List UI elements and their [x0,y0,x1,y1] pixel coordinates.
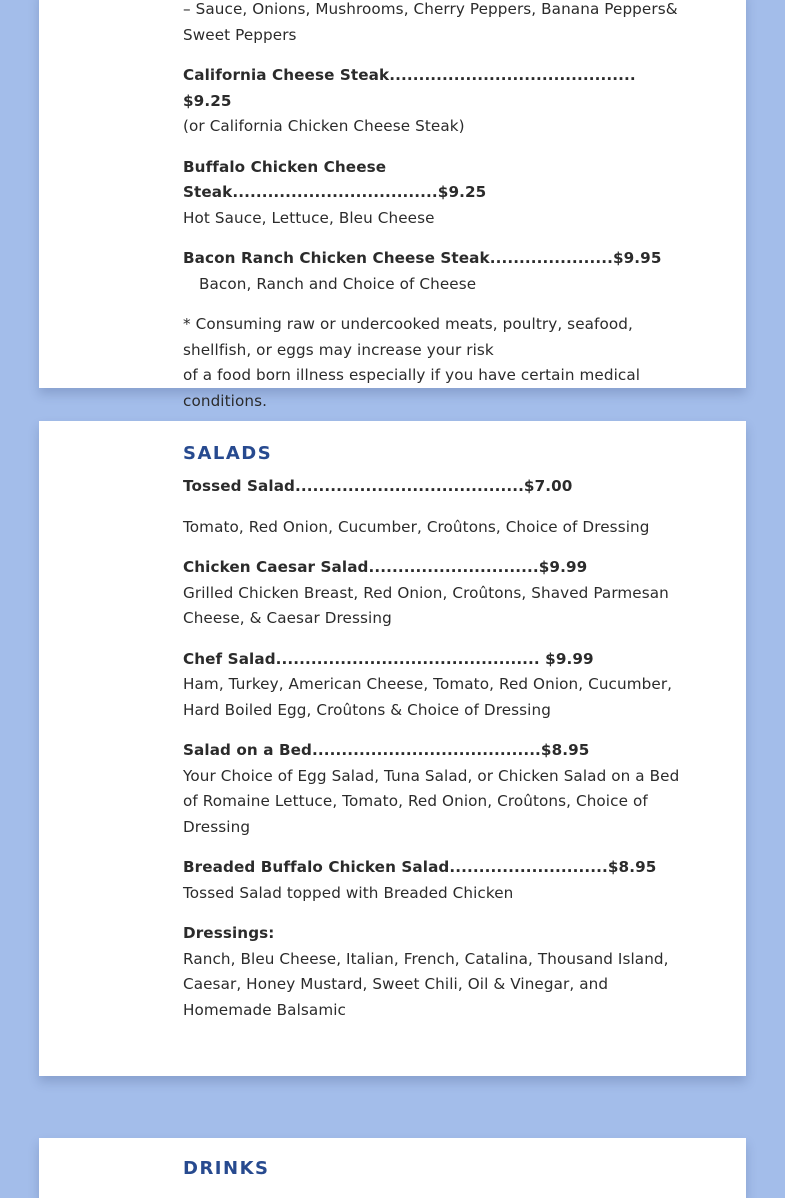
menu-item [183,855,683,906]
drinks-card [39,1138,746,1198]
cheese-steaks-content [183,0,683,429]
menu-item-title: Chef Salad............................................. $9.99 [183,649,594,668]
menu-item-title: California Cheese Steak.......................................... $9.25 [183,66,636,110]
menu-item-title: Tossed Salad.......................................$7.00 [183,477,573,495]
salads-content [183,441,683,1038]
menu-item [183,63,683,140]
menu-item-title: Buffalo Chicken Cheese Steak...................................$9.25 [183,157,487,201]
salads-heading: SALADS [183,443,273,464]
menu-item-description: Tossed Salad topped with Breaded Chicken [183,883,514,902]
menu-item-description: – Sauce, Onions, Mushrooms, Cherry Peppers, Banana Peppers& Sweet Peppers [183,0,678,44]
menu-item [183,0,683,48]
menu-item-description: Hot Sauce, Lettuce, Bleu Cheese [183,208,435,227]
menu-item-title: Salad on a Bed.......................................$8.95 [183,741,590,759]
menu-item-description: Bacon, Ranch and Choice of Cheese [199,274,477,293]
menu-item-description: Your Choice of Egg Salad, Tuna Salad, or Chicken Salad on a Bed of Romaine Lettuce, Tomato, Red Onion, Croûtons, Choice of Dressing [183,766,680,836]
drinks-content [183,1156,683,1189]
menu-item-description-text: Tomato, Red Onion, Cucumber, Croûtons, Choice of Dressing [183,517,650,536]
menu-item-title: Bacon Ranch Chicken Cheese Steak.....................$9.95 [183,249,662,267]
food-safety-disclaimer [183,312,683,414]
dressings-list: Ranch, Bleu Cheese, Italian, French, Catalina, Thousand Island, Caesar, Honey Mustard, Sweet Chili, Oil & Vinegar, and Homemade Balsamic [183,949,669,1019]
cheese-steaks-card [39,0,746,410]
menu-item [183,555,683,632]
menu-item-description [183,515,683,541]
disclaimer-line: * Consuming raw or undercooked meats, poultry, seafood, shellfish, or eggs may increase your risk [183,315,633,359]
salads-card [39,421,746,1076]
menu-item [183,647,683,724]
menu-item-description: (or California Chicken Cheese Steak) [183,117,465,135]
menu-item [183,246,683,297]
menu-item-title: Breaded Buffalo Chicken Salad...........................$8.95 [183,858,657,876]
menu-item [183,155,683,232]
menu-item-title: Chicken Caesar Salad.............................$9.99 [183,558,588,576]
dressings-label: Dressings: [183,924,275,942]
menu-item-description: Grilled Chicken Breast, Red Onion, Croûtons, Shaved Parmesan Cheese, & Caesar Dressing [183,583,669,627]
menu-item-description: Ham, Turkey, American Cheese, Tomato, Red Onion, Cucumber, Hard Boiled Egg, Croûtons & Choice of Dressing [183,675,673,719]
disclaimer-line: of a food born illness especially if you have certain medical conditions. [183,366,641,410]
menu-item [183,738,683,840]
drinks-heading: DRINKS [183,1158,270,1179]
menu-item [183,474,683,500]
dressings-block [183,921,683,1023]
